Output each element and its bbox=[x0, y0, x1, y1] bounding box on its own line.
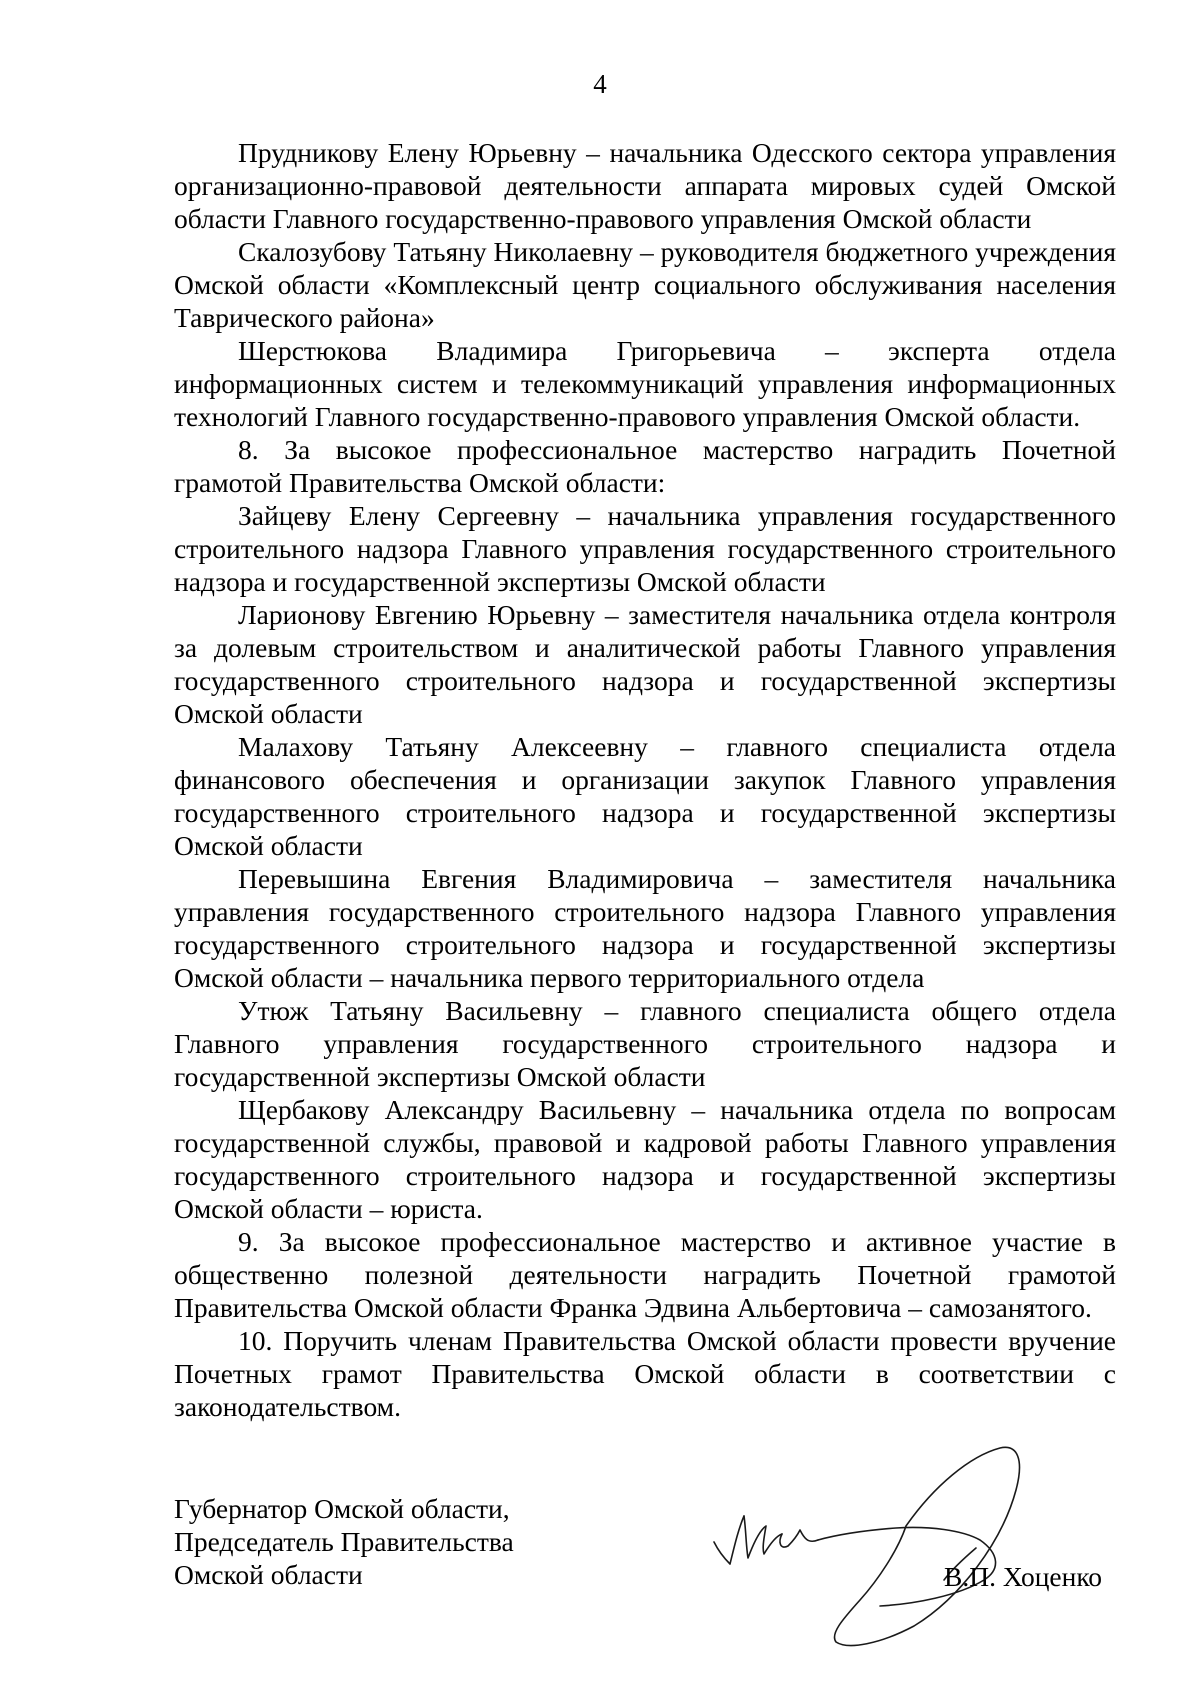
paragraph-utyuzh: Утюж Татьяну Васильевну – главного специалиста общего отдела Главного управления государственного строительного надзора и государственной экспертизы Омской области bbox=[174, 995, 1116, 1092]
signatory-title-line-3: Омской области bbox=[174, 1559, 363, 1590]
paragraph-shcherbakova: Щербакову Александру Васильевну – начальника отдела по вопросам государственной службы, правовой и кадровой работы Главного управления государственного строительного надзора и государственной экспертизы Омской области – юриста. bbox=[174, 1094, 1116, 1224]
signatory-title-line-1: Губернатор Омской области, bbox=[174, 1493, 510, 1524]
paragraph-sherstyukov: Шерстюкова Владимира Григорьевича – эксперта отдела информационных систем и телекоммуникаций управления информационных технологий Главного государственно-правового управления Омской области. bbox=[174, 335, 1116, 432]
paragraph-item-10: 10. Поручить членам Правительства Омской области провести вручение Почетных грамот Правительства Омской области в соответствии с законодательством. bbox=[174, 1325, 1116, 1422]
signer-name: В.П. Хоценко bbox=[944, 1561, 1103, 1592]
paragraph-malakhova: Малахову Татьяну Алексеевну – главного специалиста отдела финансового обеспечения и организации закупок Главного управления государственного строительного надзора и государственной экспертизы Омской области bbox=[174, 731, 1116, 861]
paragraph-larionova: Ларионову Евгению Юрьевну – заместителя начальника отдела контроля за долевым строительством и аналитической работы Главного управления государственного строительного надзора и государственной экспертизы Омской области bbox=[174, 599, 1116, 729]
signatory-title bbox=[174, 1492, 514, 1591]
signatory-title-line-2: Председатель Правительства bbox=[174, 1526, 514, 1557]
paragraph-skalozubova: Скалозубову Татьяну Николаевну – руководителя бюджетного учреждения Омской области «Комплексный центр социального обслуживания населения Таврического района» bbox=[174, 236, 1116, 333]
paragraph-perevyshin: Перевышина Евгения Владимировича – заместителя начальника управления государственного строительного надзора Главного управления государственного строительного надзора и государственной экспертизы Омской области – начальника первого территориального отдела bbox=[174, 863, 1116, 993]
document-body bbox=[174, 136, 1116, 1423]
page-number: 4 bbox=[593, 69, 607, 99]
handwritten-signature bbox=[700, 1430, 1060, 1650]
paragraph-prudnikova: Прудникову Елену Юрьевну – начальника Одесского сектора управления организационно-правовой деятельности аппарата мировых судей Омской области Главного государственно-правового управления Омской области bbox=[174, 137, 1116, 234]
paragraph-item-8: 8. За высокое профессиональное мастерство наградить Почетной грамотой Правительства Омской области: bbox=[174, 434, 1116, 498]
paragraph-zaitseva: Зайцеву Елену Сергеевну – начальника управления государственного строительного надзора Главного управления государственного строительного надзора и государственной экспертизы Омской области bbox=[174, 500, 1116, 597]
paragraph-item-9: 9. За высокое профессиональное мастерство и активное участие в общественно полезной деятельности наградить Почетной грамотой Правительства Омской области Франка Эдвина Альбертовича – самозанятого. bbox=[174, 1226, 1116, 1323]
